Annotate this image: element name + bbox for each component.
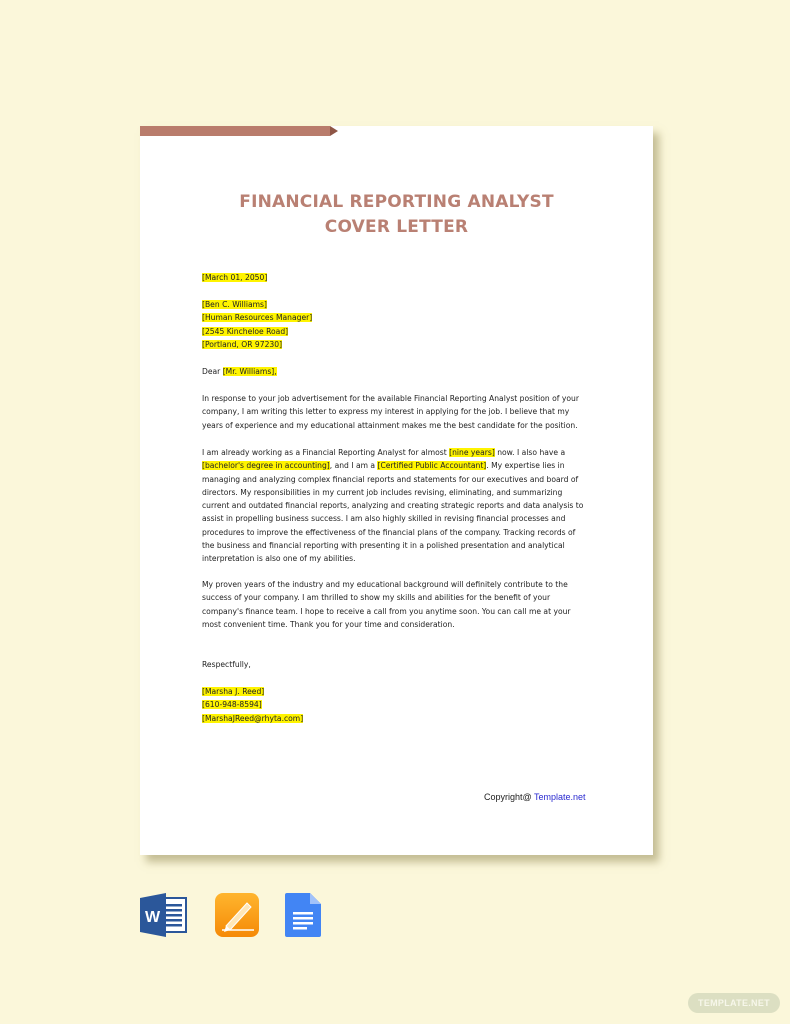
paragraph-line: My proven years of the industry and my educational background will definitely contribute to the <box>202 580 568 589</box>
paragraph-text: , and I am a <box>329 461 378 471</box>
paragraph-text: I am already working as a Financial Reporting Analyst for almost <box>202 448 450 457</box>
recipient-street: [2545 Kincheloe Road] <box>202 326 289 336</box>
paragraph-line: interpretation is also one of my abilities. <box>202 554 356 564</box>
ribbon-arrow-tip <box>330 126 338 136</box>
sender-email: [MarshaJReed@rhyta.com] <box>202 713 304 723</box>
degree-highlight: [bachelor's degree in accounting] <box>202 461 330 471</box>
date-text: [March 01, 2050] <box>202 273 268 282</box>
paragraph-3 <box>202 578 597 631</box>
paragraph-line: success of your company. I am thrilled to show my skills and abilities for the benefit of your <box>202 593 551 603</box>
word-icon[interactable] <box>140 892 188 938</box>
salutation <box>202 365 597 378</box>
header-ribbon <box>140 126 330 136</box>
sender-name: [Marsha J. Reed] <box>202 687 265 696</box>
letter-date <box>202 271 597 284</box>
title-line-1: FINANCIAL REPORTING ANALYST <box>239 192 554 212</box>
copyright-notice <box>484 792 586 802</box>
salutation-name: [Mr. Williams], <box>222 367 277 376</box>
template-net-badge[interactable]: TEMPLATE.NET <box>688 993 780 1013</box>
paragraph-line: most convenient time. Thank you for your time and consideration. <box>202 619 455 629</box>
paragraph-line: managing and analyzing complex financial reports and statements for our executives and board of <box>202 474 579 484</box>
document-title <box>140 190 653 240</box>
salutation-prefix: Dear <box>202 367 223 376</box>
years-highlight: [nine years] <box>449 448 495 457</box>
paragraph-line: company's finance team. I hope to receive a call from you anytime soon. You can call me at your <box>202 606 571 616</box>
recipient-city: [Portland, OR 97230] <box>202 339 283 349</box>
sender-phone: [610-948-8594] <box>202 700 262 710</box>
paragraph-text: . My expertise lies in <box>486 461 565 471</box>
paragraph-line: In response to your job advertisement for the available Financial Reporting Analyst position of your <box>202 394 579 403</box>
paragraph-line: the business and financial reporting with presenting it in a polished presentation and analytical <box>202 541 565 551</box>
sender-block <box>202 685 597 725</box>
paragraph-line: years of experience and my educational attainment makes me the best candidate for the position. <box>202 420 578 430</box>
paragraph-line: current and outdated financial reports, analyzing and creating strategic reports and data analysis to <box>202 501 584 511</box>
paragraph-1 <box>202 392 597 432</box>
paragraph-2 <box>202 446 597 566</box>
svg-text:W: W <box>144 909 161 926</box>
paragraph-line: assist in propelling business success. I am also highly skilled in revising financial processes and <box>202 514 566 524</box>
pages-icon[interactable] <box>214 892 262 938</box>
copyright-link[interactable]: Template.net <box>534 792 586 802</box>
paragraph-line: directors. My responsibilities in my current job includes revising, eliminating, and summarizing <box>202 487 563 497</box>
copyright-label: Copyright@ <box>484 792 534 802</box>
paragraph-line: procedures to improve the effectiveness of the financial plans of the company. Tracking records of <box>202 527 576 537</box>
paragraph-line: company, I am writing this letter to express my interest in applying for the job. I believe that my <box>202 407 570 417</box>
recipient-name: [Ben C. Williams] <box>202 300 267 309</box>
certification-highlight: [Certified Public Accountant] <box>377 461 487 471</box>
recipient-block <box>202 298 597 351</box>
closing: Respectfully, <box>202 660 251 669</box>
paragraph-text: now. I also have a <box>494 448 566 457</box>
google-docs-icon[interactable] <box>284 892 332 938</box>
title-line-2: COVER LETTER <box>324 217 469 237</box>
recipient-position: [Human Resources Manager] <box>202 313 313 323</box>
